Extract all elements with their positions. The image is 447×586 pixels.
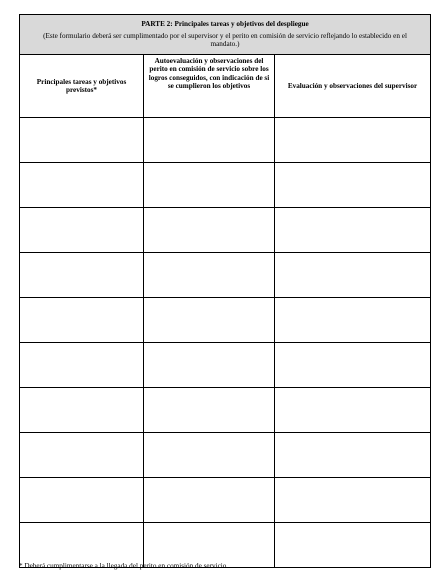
section-banner-row — [20, 15, 431, 55]
table-cell[interactable] — [144, 388, 275, 433]
table-row — [20, 523, 431, 568]
table-cell[interactable] — [20, 343, 144, 388]
table-cell[interactable] — [144, 298, 275, 343]
table-cell[interactable] — [275, 343, 431, 388]
table-cell[interactable] — [275, 118, 431, 163]
table-row — [20, 388, 431, 433]
table-cell[interactable] — [20, 433, 144, 478]
table-cell[interactable] — [144, 433, 275, 478]
part-2-form — [19, 14, 430, 568]
column-header-row — [20, 55, 431, 118]
column-header-label: Autoevaluación y observaciones del perito en comisión de servicio sobre los logros conseguidos, con indicación de si se cumplieron los objetivos — [148, 57, 270, 91]
table-cell[interactable] — [144, 208, 275, 253]
table-cell[interactable] — [275, 433, 431, 478]
table-row — [20, 433, 431, 478]
section-instruction: (Este formulario deberá ser cumplimentado por el supervisor y el perito en comisión de servicio reflejando lo establecido en el mandato.) — [43, 31, 407, 49]
column-header-label: Principales tareas y objetivos previstos* — [36, 77, 127, 94]
table-cell[interactable] — [275, 523, 431, 568]
table-cell[interactable] — [144, 523, 275, 568]
table-cell[interactable] — [144, 118, 275, 163]
column-header-supervisor-evaluation — [275, 55, 431, 118]
table-row — [20, 253, 431, 298]
table-cell[interactable] — [144, 343, 275, 388]
table-cell[interactable] — [275, 208, 431, 253]
table-cell[interactable] — [20, 478, 144, 523]
section-banner — [20, 15, 431, 55]
section-title: PARTE 2: Principales tareas y objetivos del despliegue — [141, 20, 309, 29]
table-cell[interactable] — [144, 163, 275, 208]
footnote: * Deberá cumplimentarse a la llegada del perito en comisión de servicio. — [19, 562, 229, 570]
column-header-label: Evaluación y observaciones del supervisor — [287, 81, 418, 90]
table-cell[interactable] — [20, 388, 144, 433]
column-header-planned-tasks — [20, 55, 144, 118]
table-cell[interactable] — [144, 253, 275, 298]
table-cell[interactable] — [275, 478, 431, 523]
table-row — [20, 118, 431, 163]
table-cell[interactable] — [20, 298, 144, 343]
table-cell[interactable] — [275, 163, 431, 208]
table-cell[interactable] — [20, 118, 144, 163]
table-cell[interactable] — [20, 163, 144, 208]
table-cell[interactable] — [275, 298, 431, 343]
table-cell[interactable] — [275, 388, 431, 433]
table-row — [20, 208, 431, 253]
table-row — [20, 343, 431, 388]
table-cell[interactable] — [20, 523, 144, 568]
column-header-self-assessment — [144, 55, 275, 118]
table-cell[interactable] — [144, 478, 275, 523]
table-cell[interactable] — [275, 253, 431, 298]
table-row — [20, 298, 431, 343]
table-cell[interactable] — [20, 253, 144, 298]
table-row — [20, 478, 431, 523]
table-cell[interactable] — [20, 208, 144, 253]
table-row — [20, 163, 431, 208]
tasks-objectives-table — [19, 14, 431, 568]
